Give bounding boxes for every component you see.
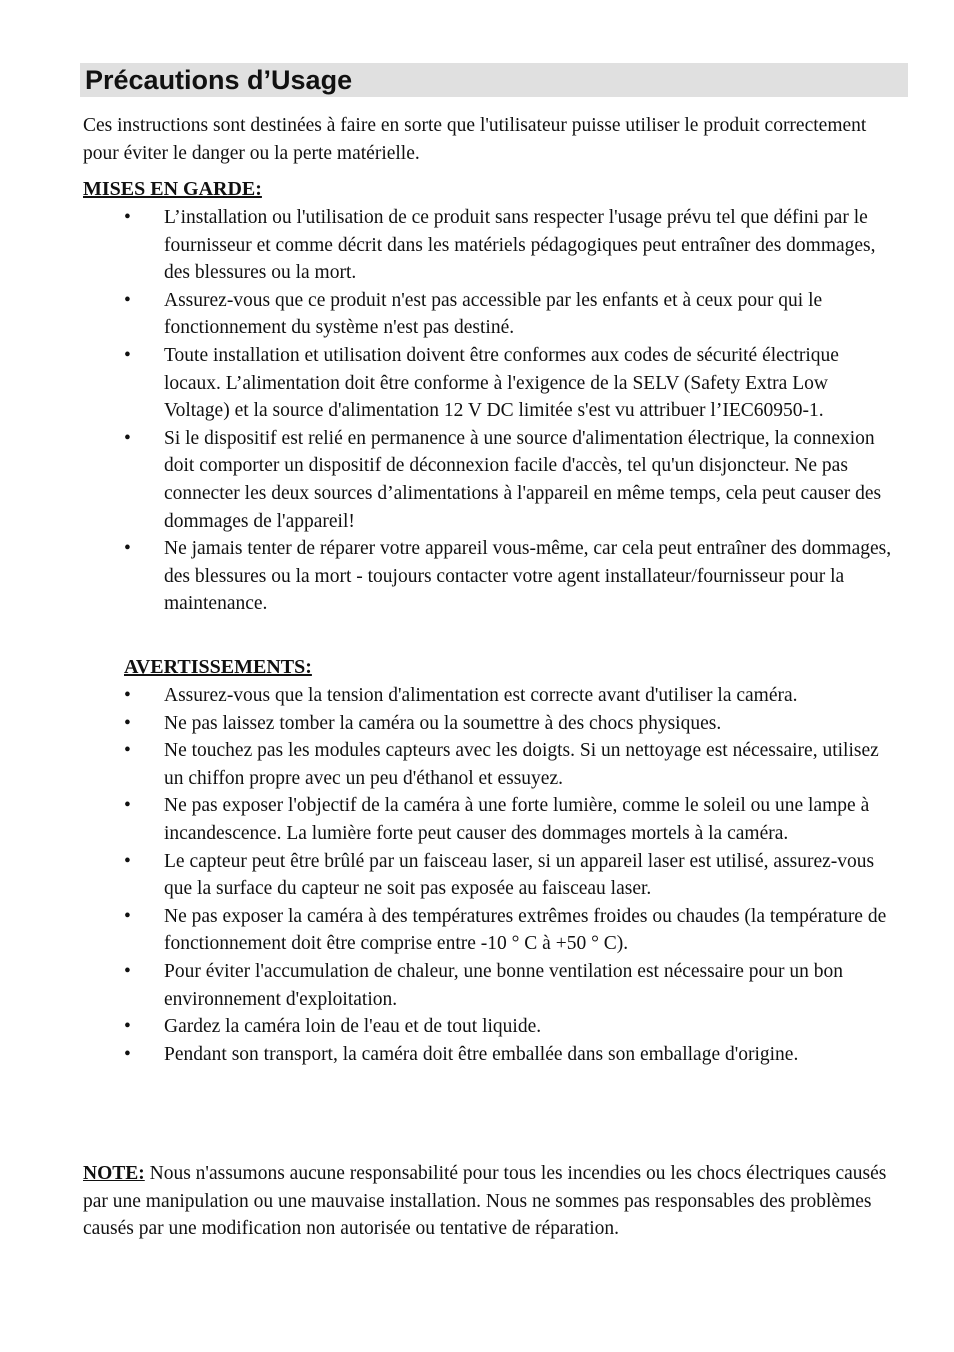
bullet-icon: • bbox=[124, 960, 131, 982]
list-item-text: Ne jamais tenter de réparer votre appareil vous-même, car cela peut entraîner des dommages, des blessures ou la mort - toujours contacter votre agent installateur/fournisseur pour la maintenance. bbox=[164, 538, 892, 615]
warnings-heading: MISES EN GARDE: bbox=[83, 178, 262, 200]
note-text: Nous n'assumons aucune responsabilité pour tous les incendies ou les chocs électriques causés par une manipulation ou une mauvaise installation. Nous ne sommes pas responsables des problèmes causés par une modification non autorisée ou tentative de réparation. bbox=[83, 1163, 887, 1240]
list-item bbox=[0, 1041, 894, 1069]
bullet-icon: • bbox=[124, 740, 131, 762]
bullet-icon: • bbox=[124, 905, 131, 927]
bullet-icon: • bbox=[124, 344, 131, 366]
list-item-text: Assurez-vous que la tension d'alimentation est correcte avant d'utiliser la caméra. bbox=[164, 685, 798, 706]
bullet-icon: • bbox=[124, 1043, 131, 1065]
bullet-icon: • bbox=[124, 207, 131, 228]
bullet-icon: • bbox=[124, 712, 131, 734]
intro-paragraph: Ces instructions sont destinées à faire en sorte que l'utilisateur puisse utiliser le produit correctement pour éviter le danger ou la perte matérielle. bbox=[83, 115, 867, 164]
bullet-icon: • bbox=[124, 289, 131, 311]
list-item-text: Toute installation et utilisation doivent être conformes aux codes de sécurité électrique locaux. L’alimentation doit être conforme à l'exigence de la SELV (Safety Extra Low Voltage) et la source d'alimentation 12 V DC limitée s'est vu attribuer l’IEC60950-1. bbox=[164, 344, 839, 422]
note-label: NOTE: bbox=[83, 1163, 145, 1184]
list-item bbox=[0, 1013, 894, 1041]
list-item-text: Ne pas exposer la caméra à des températures extrêmes froides ou chaudes (la température de fonctionnement doit être comprise entre -10 ° C à +50 ° C). bbox=[164, 905, 887, 955]
list-item-text: Pour éviter l'accumulation de chaleur, une bonne ventilation est nécessaire pour un bon environnement d'exploitation. bbox=[164, 960, 844, 1010]
list-item bbox=[0, 682, 894, 710]
cautions-heading: AVERTISSEMENTS: bbox=[124, 656, 312, 678]
warnings-list bbox=[0, 204, 894, 618]
bullet-icon: • bbox=[124, 850, 131, 872]
list-item-text: Ne touchez pas les modules capteurs avec les doigts. Si un nettoyage est nécessaire, utilisez un chiffon propre avec un peu d'éthanol et essuyez. bbox=[164, 740, 879, 789]
bullet-icon: • bbox=[124, 685, 131, 706]
list-item-text: Pendant son transport, la caméra doit être emballée dans son emballage d'origine. bbox=[164, 1043, 799, 1065]
list-item-text: Ne pas laissez tomber la caméra ou la soumettre à des chocs physiques. bbox=[164, 712, 722, 734]
list-item-text: L’installation ou l'utilisation de ce produit sans respecter l'usage prévu tel que défini par le fournisseur et comme décrit dans les matériels pédagogiques peut entraîner des dommages, des blessures ou la mort. bbox=[164, 207, 876, 284]
cautions-list bbox=[0, 682, 894, 1068]
list-item bbox=[0, 204, 894, 287]
list-item bbox=[0, 710, 894, 738]
title-bar bbox=[80, 63, 908, 97]
list-item bbox=[0, 535, 894, 618]
bullet-icon: • bbox=[124, 795, 131, 817]
list-item bbox=[0, 737, 894, 792]
list-item bbox=[0, 848, 894, 903]
list-item-text: Ne pas exposer l'objectif de la caméra à une forte lumière, comme le soleil ou une lampe à incandescence. La lumière forte peut causer des dommages mortels à la caméra. bbox=[164, 795, 870, 844]
list-item-text: Le capteur peut être brûlé par un faisceau laser, si un appareil laser est utilisé, assurez-vous que la surface du capteur ne soit pas exposée au faisceau laser. bbox=[164, 850, 875, 900]
page-title: Précautions d’Usage bbox=[85, 65, 353, 95]
list-item bbox=[0, 425, 894, 535]
list-item bbox=[0, 792, 894, 847]
list-item bbox=[0, 342, 894, 425]
bullet-icon: • bbox=[124, 427, 131, 449]
list-item-text: Si le dispositif est relié en permanence à une source d'alimentation électrique, la connexion doit comporter un dispositif de déconnexion facile d'accès, tel qu'un disjoncteur. Ne pas connecter les deux sources d’alimentations à l'appareil en même temps, cela peut causer des dommages de l'appareil! bbox=[164, 427, 882, 532]
list-item-text: Assurez-vous que ce produit n'est pas accessible par les enfants et à ceux pour qui le fonctionnement du système n'est pas destiné. bbox=[164, 289, 823, 339]
list-item-text: Gardez la caméra loin de l'eau et de tout liquide. bbox=[164, 1016, 542, 1038]
note-paragraph bbox=[83, 1160, 893, 1243]
bullet-icon: • bbox=[124, 1016, 131, 1038]
bullet-icon: • bbox=[124, 538, 131, 560]
list-item bbox=[0, 903, 894, 958]
list-item bbox=[0, 958, 894, 1013]
list-item bbox=[0, 287, 894, 342]
